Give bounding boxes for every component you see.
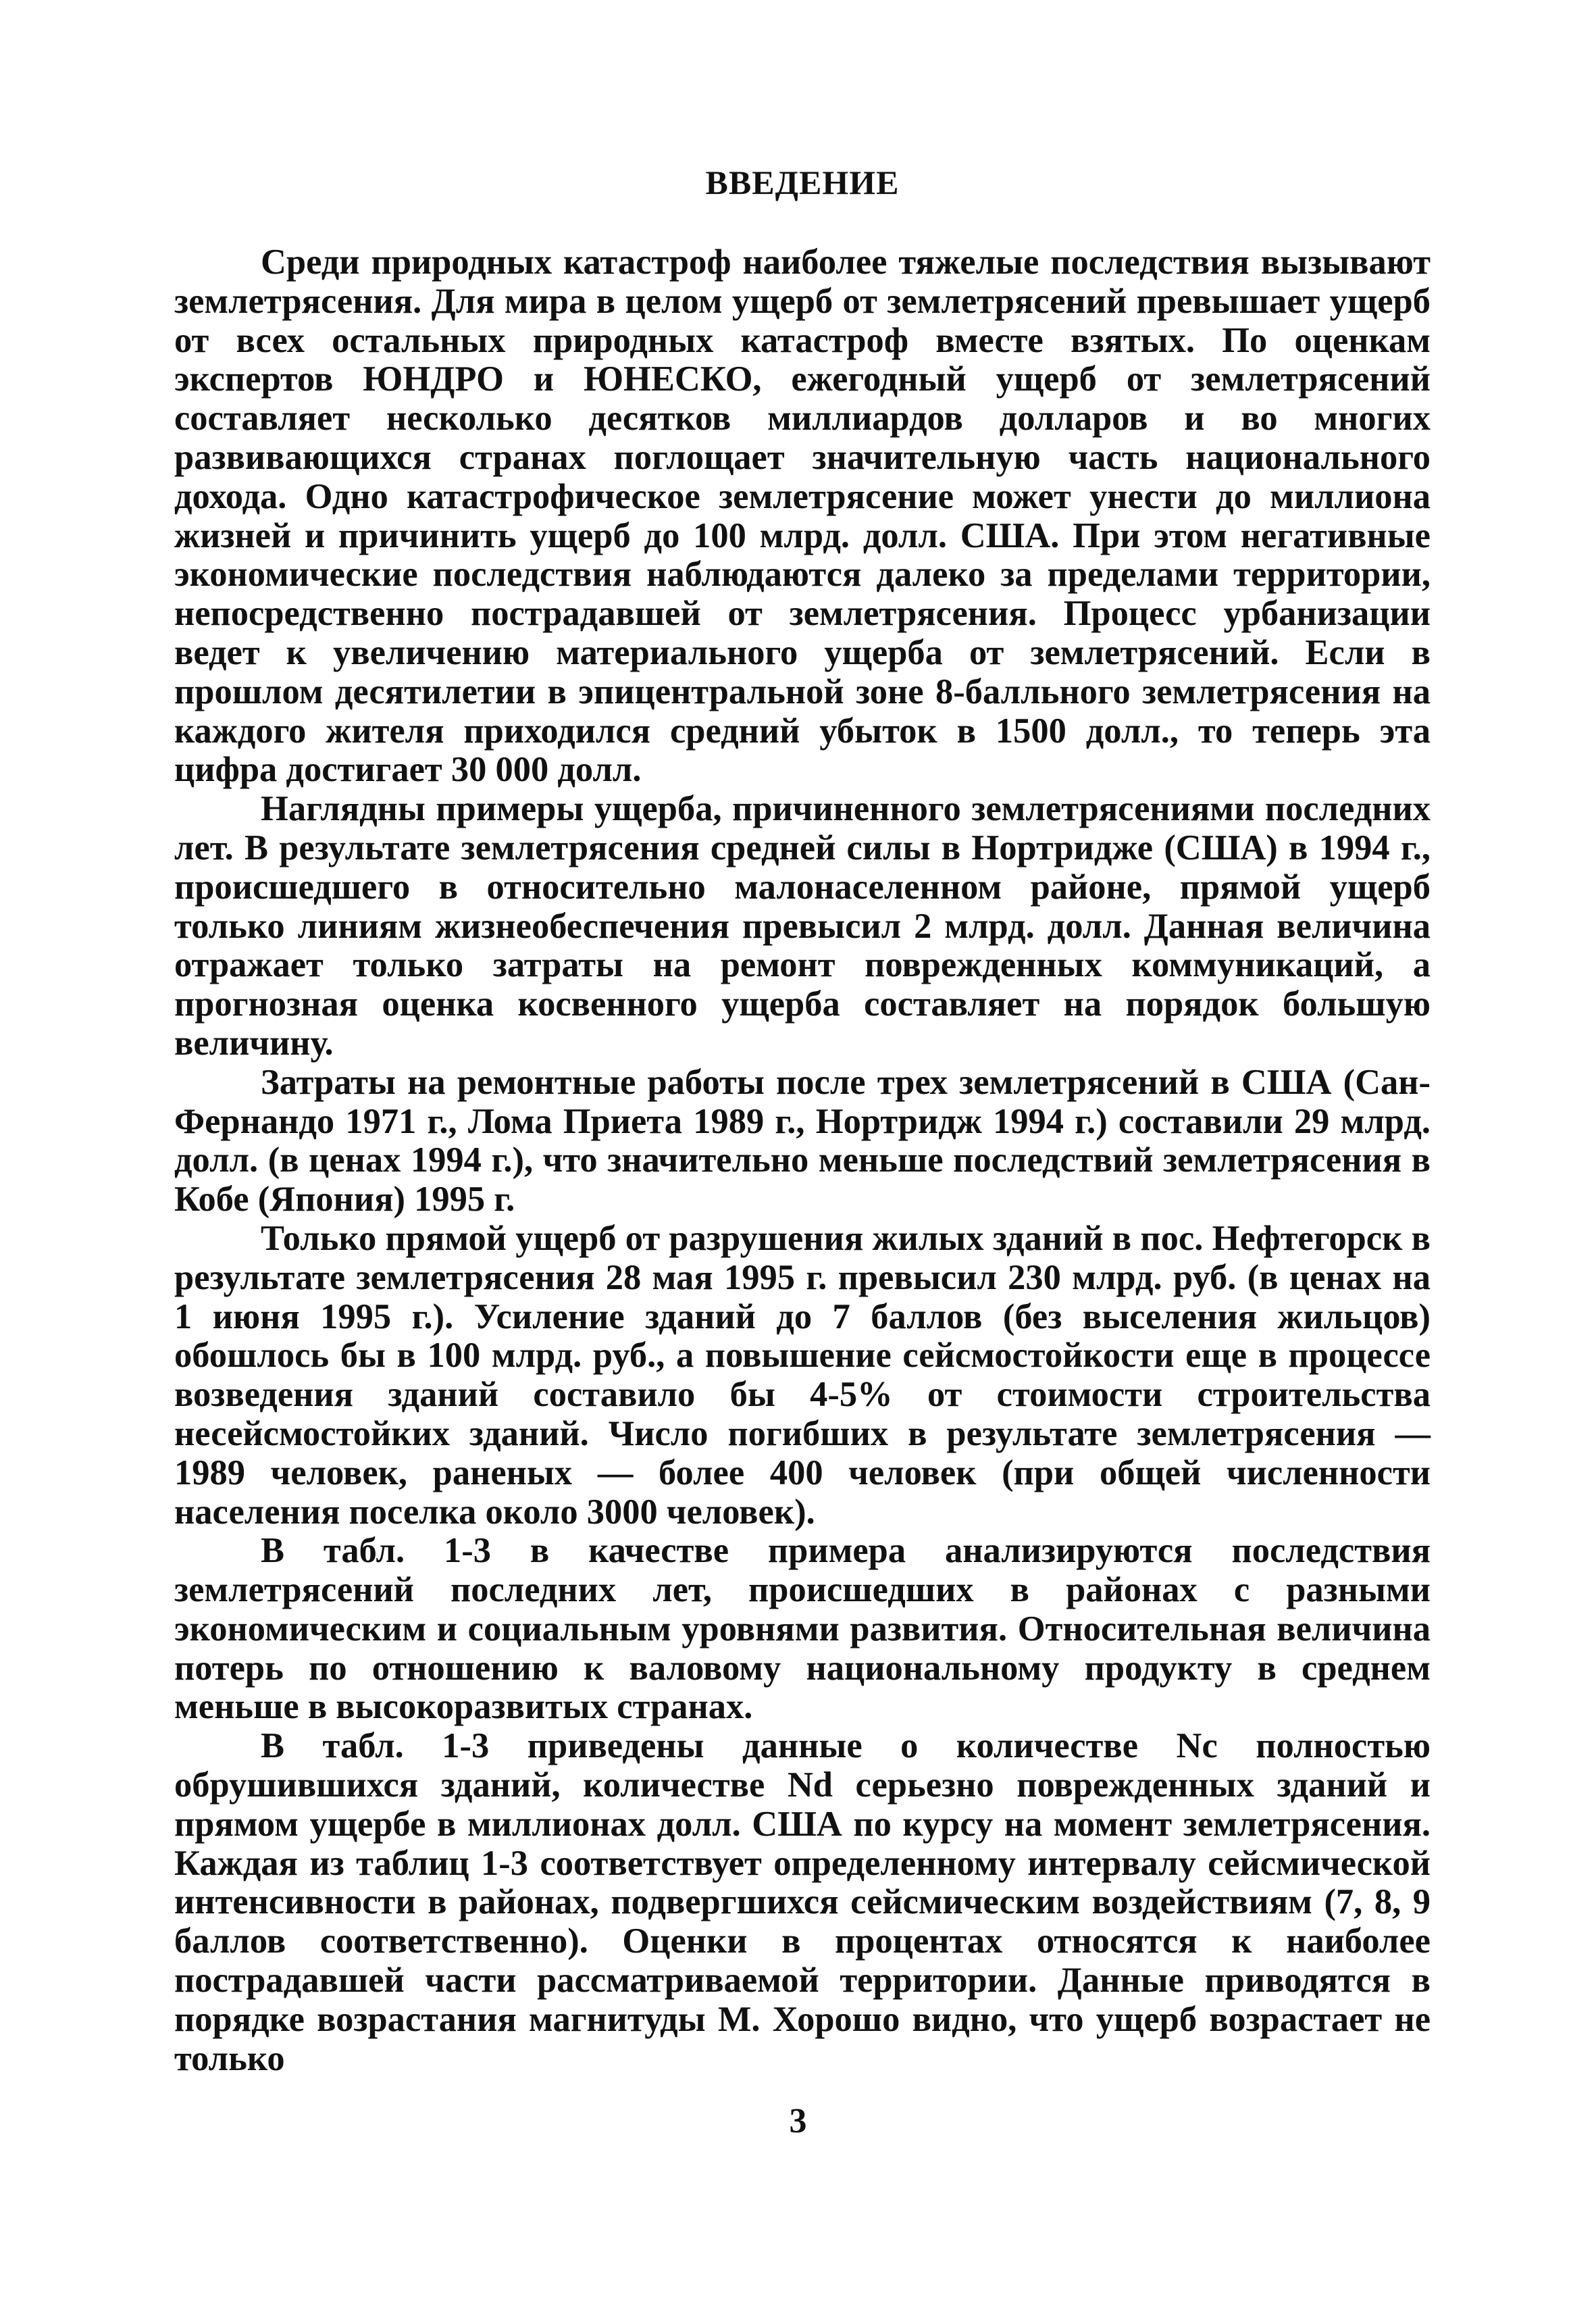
- paragraph-tables-analysis: В табл. 1-3 в качестве примера анализируются последствия землетрясений последних лет, происшедших в районах с разными экономическим и социальным уровнями развития. Относительная величина потерь по отношению к валовому национальному продукту в среднем меньше в высокоразвитых странах.: [174, 1531, 1431, 1727]
- page-title: ВВЕДЕНИЕ: [705, 164, 900, 201]
- paragraph-intro: Среди природных катастроф наиболее тяжелые последствия вызывают землетрясения. Для мира в целом ущерб от землетрясений превышает ущерб от всех остальных природных катастроф вместе взятых. По оценкам экспертов ЮНДРО и ЮНЕСКО, ежегодный ущерб от землетрясений составляет несколько десятков миллиардов долларов и во многих развивающихся странах поглощает значительную часть национального дохода. Одно катастрофическое землетрясение может унести до миллиона жизней и причинить ущерб до 100 млрд. долл. США. При этом негативные экономические последствия наблюдаются далеко за пределами территории, непосредственно пострадавшей от землетрясения. Процесс урбанизации ведет к увеличению материального ущерба от землетрясений. Если в прошлом десятилетии в эпицентральной зоне 8-балльного землетрясения на каждого жителя приходился средний убыток в 1500 долл., то теперь эта цифра достигает 30 000 долл.: [174, 243, 1431, 790]
- page-number: 3: [789, 2102, 807, 2140]
- paragraph-examples: Наглядны примеры ущерба, причиненного землетрясениями последних лет. В результате землетрясения средней силы в Нортридже (США) в 1994 г., происшедшего в относительно малонаселенном районе, прямой ущерб только линиям жизнеобеспечения превысил 2 млрд. долл. Данная величина отражает только затраты на ремонт поврежденных коммуникаций, а прогнозная оценка косвенного ущерба составляет на порядок большую величину.: [174, 789, 1431, 1063]
- page-body: [174, 162, 1431, 2078]
- paragraph-tables-data: В табл. 1-3 приведены данные о количестве Nc полностью обрушившихся зданий, количестве Nd серьезно поврежденных зданий и прямом ущербе в миллионах долл. США по курсу на момент землетрясения. Каждая из таблиц 1-3 соответствует определенному интервалу сейсмической интенсивности в районах, подвергшихся сейсмическим воздействиям (7, 8, 9 баллов соответственно). Оценки в процентах относятся к наиболее пострадавшей части рассматриваемой территории. Данные приводятся в порядке возрастания магнитуды M. Хорошо видно, что ущерб возрастает не только: [174, 1726, 1431, 2078]
- paragraph-costs: Затраты на ремонтные работы после трех землетрясений в США (Сан-Фернандо 1971 г., Лома Приета 1989 г., Нортридж 1994 г.) составили 29 млрд. долл. (в ценах 1994 г.), что значительно меньше последствий землетрясения в Кобе (Япония) 1995 г.: [174, 1062, 1431, 1219]
- paragraph-neftegorsk: Только прямой ущерб от разрушения жилых зданий в пос. Нефтегорск в результате землетрясения 28 мая 1995 г. превысил 230 млрд. руб. (в ценах на 1 июня 1995 г.). Усиление зданий до 7 баллов (без выселения жильцов) обошлось бы в 100 млрд. руб., а повышение сейсмостойкости еще в процессе возведения зданий составило бы 4-5% от стоимости строительства несейсмостойких зданий. Число погибших в результате землетрясения — 1989 человек, раненых — более 400 человек (при общей численности населения поселка около 3000 человек).: [174, 1218, 1431, 1532]
